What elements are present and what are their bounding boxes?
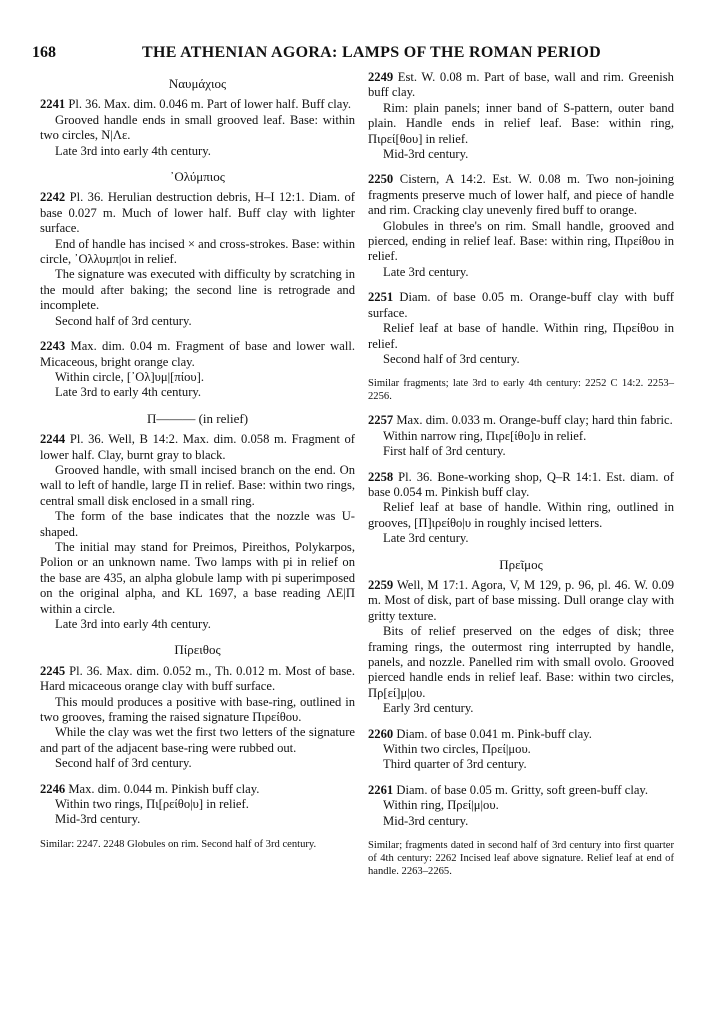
entry-details: This mould produces a positive with base-ring, outlined in two grooves, framing the raised signature Πιρείθου. <box>40 694 355 725</box>
entry-details: Within two circles, Πρεί|μου. <box>383 742 531 757</box>
entry-date: First half of 3rd century. <box>383 444 506 459</box>
entry-date: Second half of 3rd century. <box>55 756 192 771</box>
running-title: THE ATHENIAN AGORA: LAMPS OF THE ROMAN PERIOD <box>142 44 602 61</box>
entry-details: Grooved handle, with small incised branch on the end. On wall to left of handle, large Π in relief. Base: within two rings, central small disk enclosed in a small ring. <box>40 462 355 508</box>
section-heading-naumachios: Ναυμάχιος <box>168 76 227 91</box>
entry-date: Mid-3rd century. <box>55 812 141 827</box>
entry-details: Within ring, Πρεί|μ|ου. <box>383 798 499 813</box>
entry-details: End of handle has incised × and cross-strokes. Base: within circle, ᾿Ολλυμπ|οι in relief. <box>40 236 355 267</box>
entry-details: Rim: plain panels; inner band of S-pattern, outer band plain. Handle ends in relief leaf. Base: within ring, Πιρεί[θου] in relief. <box>368 100 674 146</box>
entry-description: Pl. 36. Max. dim. 0.046 m. Part of lower half. Buff clay. <box>68 97 351 112</box>
catalog-entry-2250 <box>368 172 674 280</box>
entry-details: Within narrow ring, Πιρε[ίθο]υ in relief. <box>383 428 587 443</box>
entry-details: Globules in three's on rim. Small handle, grooved and pierced, ending in relief leaf. Base: within ring, Πιρείθου in relief. <box>368 218 674 264</box>
catalog-entry-2261 <box>368 783 674 829</box>
entry-details: Relief leaf at base of handle. Within ring, Πιρείθου in relief. <box>368 321 674 351</box>
entry-date: Second half of 3rd century. <box>383 351 520 366</box>
catalog-entry-2245 <box>40 664 355 772</box>
entry-number: 2246 <box>40 781 66 796</box>
entry-comment: The initial may stand for Preimos, Pireithos, Polykarpos, Polion or an unknown name. Two lamps with pi in relief on the base are 435, an alpha globule lamp with pi superimposed on the original alpha, and KL 1697, a base reading ΛΕ|Π within a circle. <box>40 539 355 616</box>
entry-number: 2249 <box>368 70 394 84</box>
entry-date: Second half of 3rd century. <box>55 313 192 328</box>
entry-number: 2242 <box>40 190 66 205</box>
entry-description: Pl. 36. Max. dim. 0.052 m., Th. 0.012 m. Most of base. Hard micaceous orange clay with buff surface. <box>40 663 356 694</box>
catalog-entry-2243 <box>40 339 355 401</box>
similar-note: Similar; fragments dated in second half of 3rd century into first quarter of 4th century: 2262 Incised leaf above signature. Relief leaf at end of handle. 2263–2265. <box>368 840 674 878</box>
page-header <box>32 44 693 64</box>
entry-description: Diam. of base 0.041 m. Pink-buff clay. <box>396 726 592 741</box>
catalog-entry-2242 <box>40 190 355 329</box>
entry-description: Max. dim. 0.033 m. Orange-buff clay; hard thin fabric. <box>396 413 673 428</box>
entry-description: Diam. of base 0.05 m. Orange-buff clay with buff surface. <box>368 290 675 320</box>
entry-details: Bits of relief preserved on the edges of disk; three framing rings, the outermost ring interrupted by handle, panels, and nozzle. Panelled rim with small ovolo. Grooved pierced handle ends in relief leaf. Base: within two circles, Πρ[εί]μ|ου. <box>368 624 674 700</box>
entry-description: Est. W. 0.08 m. Part of base, wall and rim. Greenish buff clay. <box>368 70 674 100</box>
entry-description: Pl. 36. Well, B 14:2. Max. dim. 0.058 m. Fragment of lower half. Clay, burnt gray to black. <box>40 432 355 462</box>
page-number: 168 <box>32 44 56 61</box>
entry-date: Mid-3rd century. <box>383 813 469 828</box>
catalog-entry-2251 <box>368 290 674 367</box>
catalog-entry-2260 <box>368 727 674 773</box>
entry-comment: The form of the base indicates that the nozzle was U-shaped. <box>40 509 355 539</box>
entry-comment: The signature was executed with difficulty by scratching in the mould after baking; the second line is retrograde and incomplete. <box>40 267 355 313</box>
entry-date: Mid-3rd century. <box>383 147 469 162</box>
entry-description: Cistern, A 14:2. Est. W. 0.08 m. Two non-joining fragments preserve much of lower half, and piece of handle and rim. Cracking clay unevenly fired buff to orange. <box>368 172 674 218</box>
section-heading-olympios: ᾿Ολύμπιος <box>170 169 225 185</box>
entry-description: Max. dim. 0.04 m. Fragment of base and lower wall. Micaceous, bright orange clay. <box>40 339 355 369</box>
entry-number: 2241 <box>40 97 66 112</box>
catalog-entry-2249 <box>368 70 674 162</box>
entry-number: 2257 <box>368 413 394 428</box>
entry-details: Within circle, [᾿Ολ]υμ|[πίου]. <box>55 369 204 384</box>
entry-number: 2245 <box>40 663 66 678</box>
entry-description: Pl. 36. Bone-working shop, Q–R 14:1. Est. diam. of base 0.054 m. Pinkish buff clay. <box>368 469 674 499</box>
entry-number: 2251 <box>368 290 394 305</box>
entry-number: 2259 <box>368 577 394 592</box>
entry-date: Third quarter of 3rd century. <box>383 757 527 772</box>
right-column <box>368 70 674 878</box>
catalog-entry-2259 <box>368 578 674 717</box>
entry-number: 2261 <box>368 782 394 797</box>
section-heading-pi: Π——— (in relief) <box>146 410 249 426</box>
entry-date: Late 3rd century. <box>383 531 469 546</box>
entry-number: 2250 <box>368 172 394 187</box>
entry-description: Pl. 36. Herulian destruction debris, H–I 12:1. Diam. of base 0.027 m. Much of lower half. Buff clay with lighter surface. <box>40 190 355 236</box>
entry-date: Late 3rd to early 4th century. <box>55 385 202 400</box>
entry-description: Well, M 17:1. Agora, V, M 129, p. 96, pl. 46. W. 0.09 m. Most of disk, part of base missing. Dull orange clay with gritty texture. <box>368 577 675 623</box>
entry-number: 2244 <box>40 432 66 447</box>
entry-comment: While the clay was wet the first two letters of the signature and part of the adjacent base-ring were rubbed out. <box>40 725 355 755</box>
section-heading-preimos: Πρεῖμος <box>499 556 543 572</box>
similar-note: Similar: 2247. 2248 Globules on rim. Second half of 3rd century. <box>40 838 317 850</box>
entry-details: Within two rings, Πι[ρείθο|υ] in relief. <box>55 797 249 812</box>
entry-number: 2243 <box>40 339 66 354</box>
entry-date: Late 3rd into early 4th century. <box>55 617 211 631</box>
catalog-entry-2244 <box>40 432 355 632</box>
catalog-entry-2258 <box>368 470 674 547</box>
catalog-entry-2241 <box>40 97 355 159</box>
entry-description: Max. dim. 0.044 m. Pinkish buff clay. <box>68 781 260 796</box>
similar-note: Similar fragments; late 3rd to early 4th century: 2252 C 14:2. 2253–2256. <box>368 378 674 403</box>
entry-details: Relief leaf at base of handle. Within ring, outlined in grooves, [Π]ιρείθο|υ in roughly incised letters. <box>368 500 674 530</box>
entry-number: 2260 <box>368 726 394 741</box>
entry-date: Early 3rd century. <box>383 701 474 716</box>
catalog-entry-2246 <box>40 782 355 828</box>
section-heading-pireithos: Πίρειθος <box>174 642 221 658</box>
entry-date: Late 3rd century. <box>383 264 469 279</box>
catalog-entry-2257 <box>368 413 674 459</box>
entry-date: Late 3rd into early 4th century. <box>55 143 211 158</box>
entry-details: Grooved handle ends in small grooved leaf. Base: within two circles, Ν|Λε. <box>40 112 355 143</box>
entry-number: 2258 <box>368 469 394 484</box>
entry-description: Diam. of base 0.05 m. Gritty, soft green-buff clay. <box>396 782 649 797</box>
left-column <box>40 70 355 851</box>
